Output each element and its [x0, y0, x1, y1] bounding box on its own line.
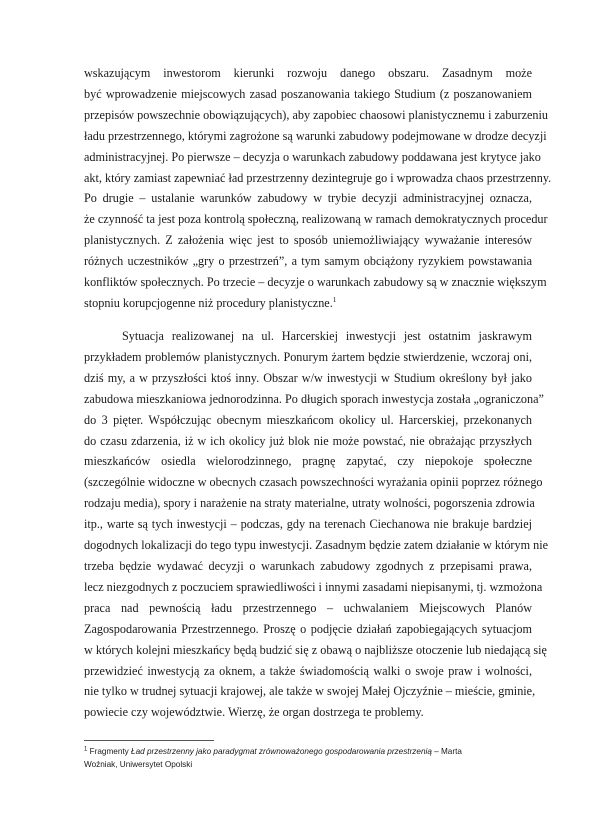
text-line: itp., warte są tych inwestycji – podczas, gdy na terenach Ciechanowa nie brakuje bardziej — [84, 517, 532, 532]
text-line: lecz niezgodnych z poczuciem sprawiedliwości i innymi zasadami niepisanymi, tj. wzmożona — [84, 579, 543, 594]
text-line: praca nad pewnością ładu przestrzennego – uchwalaniem Miejscowych Planów — [84, 600, 532, 615]
text-line: wskazującym inwestorom kierunki rozwoju danego obszaru. Zasadnym może — [84, 66, 532, 80]
footnote-suffix: – Marta — [431, 747, 462, 756]
text-line: że czynność ta jest poza kontrolą społeczną, realizowaną w ramach demokratycznych procedur — [84, 212, 548, 227]
text-line: rodzaju media), spory i narażenie na straty materialne, utraty wolności, pogorszenia zdrowia — [84, 496, 535, 511]
footnote-separator — [84, 740, 214, 741]
text-line: przepisów powszechnie obowiązujących), aby zapobiec chaosowi planistycznemu i zaburzeniu — [84, 107, 548, 122]
text-line: trzeba będzie wydawać decyzji o warunkach zabudowy zgodnych z przepisami prawa, — [84, 558, 532, 573]
last-line-text: stopniu korupcjogenne niż procedury planistyczne. — [84, 295, 333, 310]
text-line: do czasu zdarzenia, iż w ich okolicy już blok nie może powstać, nie obrażając przyszłych — [84, 433, 532, 448]
paragraph-2 — [84, 326, 548, 723]
text-line: dziś my, a w przyszłości ktoś inny. Obszar w/w inwestycji w Studium określony był jako — [84, 370, 532, 385]
text-line: mieszkańców osiedla wielorodzinnego, pragnę zapytać, czy niepokoje społeczne — [84, 454, 532, 469]
footnote-source-title: Ład przestrzenny jako paradygmat zrównoważonego gospodarowania przestrzenią — [131, 747, 432, 756]
text-line: ładu przestrzennego, którymi zagrożone są warunki zabudowy podejmowane w drodze decyzji — [84, 128, 547, 143]
paragraph-1 — [84, 63, 552, 314]
text-line: powiecie czy województwie. Wierzę, że organ dostrzega te problemy. — [84, 705, 424, 720]
text-line: administracyjnej. Po pierwsze – decyzja o warunkach zabudowy poddawana jest krytyce jako — [84, 149, 541, 164]
text-line: w których kolejni mieszkańcy będą budzić się z obawą o najbliższe otoczenie lub niedającą się — [84, 642, 547, 657]
text-line: Sytuacja realizowanej na ul. Harcerskiej inwestycji jest ostatnim jaskrawym — [122, 329, 532, 343]
text-line: zabudowa mieszkaniowa jednorodzinna. Po długich sporach inwestycja została „ograniczona” — [84, 391, 544, 406]
footnote-reference[interactable]: 1 — [332, 294, 337, 304]
footnote — [84, 746, 532, 771]
text-line: (szczególnie widoczne w obecnych czasach powszechności wyrażania opinii poprzez różnego — [84, 475, 543, 490]
footnote-line — [84, 746, 532, 759]
footnote-line: Woźniak, Uniwersytet Opolski — [84, 759, 193, 769]
text-line: Po drugie – ustalanie warunków zabudowy w trybie decyzji administracyjnej oznacza, — [84, 191, 532, 206]
text-line: planistycznych. Z założenia więc jest to sposób uniemożliwiający wyważanie interesów — [84, 233, 532, 248]
footnote-number: 1 — [84, 746, 88, 753]
text-line: nie tylko w trudnej sytuacji krajowej, ale także w swojej Małej Ojczyźnie – mieście, gminie, — [84, 684, 536, 699]
text-line: przewidzieć inwestycją za oknem, a także świadomością walki o swoje praw i wolności, — [84, 663, 532, 678]
text-line: Zagospodarowania Przestrzennego. Proszę o podjęcie działań zapobiegających sytuacjom — [84, 621, 532, 636]
text-line: różnych uczestników „gry o przestrzeń”, a tym samym obciążony ryzykiem powstawania — [84, 254, 532, 269]
text-line: być wprowadzenie miejscowych zasad poszanowania takiego Studium (z poszanowaniem — [84, 86, 532, 101]
text-line — [84, 293, 532, 314]
footnote-prefix: Fragmenty — [89, 747, 132, 756]
text-line: akt, który zamiast zapewniać ład przestrzenny dezintegruje go i wprowadza chaos przestrzenny. — [84, 170, 552, 185]
text-line: dogodnych lokalizacji do tego typu inwestycji. Zasadnym będzie zatem działanie w którym nie — [84, 538, 548, 553]
text-line: przykładem problemów planistycznych. Ponurym żartem będzie stwierdzenie, wczoraj oni, — [84, 349, 532, 364]
text-line: do 3 pięter. Współczując obecnym mieszkańcom okolicy ul. Harcerskiej, przekonanych — [84, 412, 532, 427]
text-line: konfliktów społecznych. Po trzecie – decyzje o warunkach zabudowy są w znacznie większym — [84, 275, 547, 290]
